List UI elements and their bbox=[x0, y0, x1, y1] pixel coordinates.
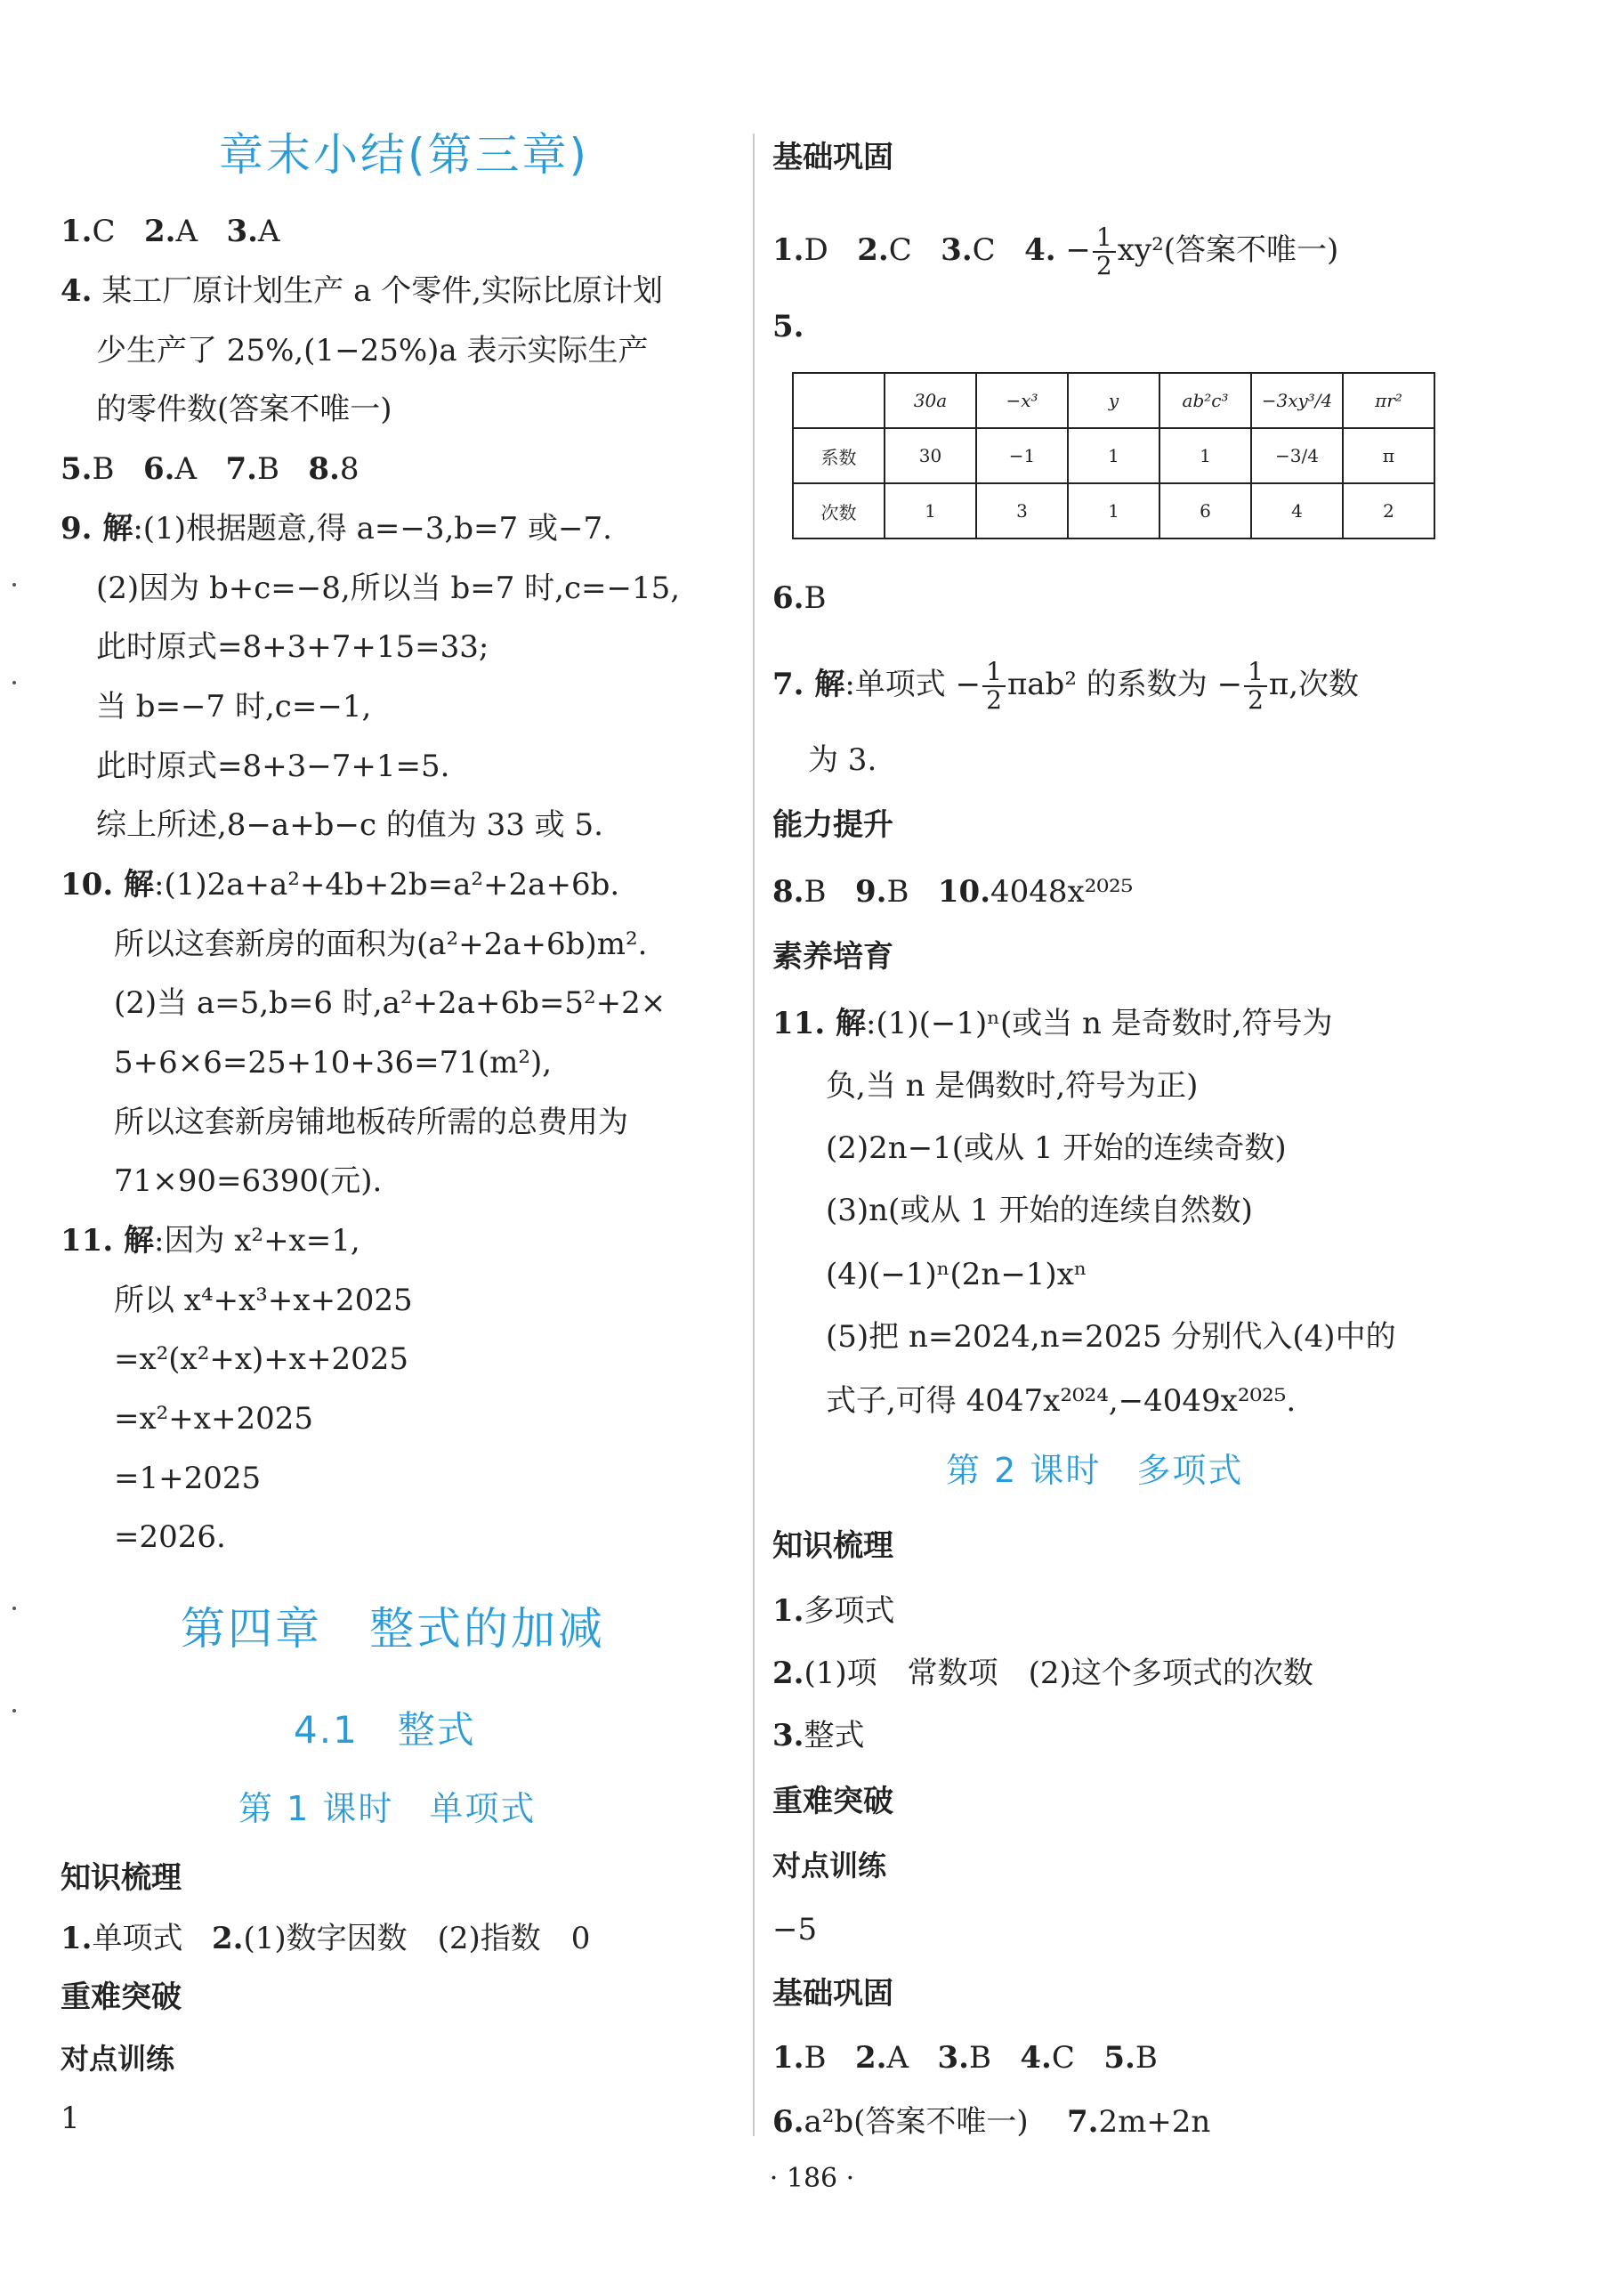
table-cell: π bbox=[1343, 428, 1434, 483]
answer-row bbox=[772, 1716, 865, 1755]
fraction bbox=[1093, 224, 1116, 279]
subheading-nengli: 能力提升 bbox=[772, 807, 893, 843]
q-num: 4. bbox=[61, 273, 93, 309]
scan-mark bbox=[12, 681, 16, 684]
answer: (1)数字因数 (2)指数 0 bbox=[243, 1921, 591, 1956]
q9-line: 当 b=−7 时,c=−1, bbox=[96, 689, 372, 725]
answer: A bbox=[175, 214, 198, 249]
numerator: 1 bbox=[1093, 224, 1116, 253]
chapter4-title: 第四章 整式的加减 bbox=[181, 1603, 605, 1655]
answer: A bbox=[174, 451, 197, 487]
answer-row bbox=[772, 1591, 895, 1631]
q-num: 9. bbox=[854, 874, 887, 910]
q-num: 1. bbox=[61, 1921, 93, 1956]
q-num: 1. bbox=[772, 2040, 804, 2076]
q-num: 4. bbox=[1020, 2040, 1052, 2076]
q11-line bbox=[772, 1004, 1333, 1043]
answer: B bbox=[804, 580, 827, 616]
answer: B bbox=[886, 874, 909, 910]
page-number: · 186 · bbox=[769, 2163, 855, 2194]
table-cell bbox=[976, 373, 1068, 428]
table-cell: 2 bbox=[1343, 483, 1434, 538]
answer: a²b(答案不唯一) bbox=[804, 2104, 1029, 2140]
q-num: 2. bbox=[143, 214, 176, 249]
answer-row bbox=[61, 449, 360, 489]
q7-line bbox=[772, 659, 1359, 714]
subheading-zhishi: 知识梳理 bbox=[772, 1528, 893, 1564]
table-cell: 6 bbox=[1159, 483, 1251, 538]
section-4-1-title: 4.1 整式 bbox=[294, 1708, 476, 1752]
q-num: 3. bbox=[772, 1718, 804, 1753]
table-header-row bbox=[793, 373, 1434, 428]
q4-text: 某工厂原计划生产 a 个零件,实际比原计划 bbox=[101, 273, 664, 309]
answer: A bbox=[886, 2040, 909, 2076]
q11-line: =x²(x²+x)+x+2025 bbox=[114, 1341, 408, 1377]
q-num: 5. bbox=[772, 309, 804, 344]
q9-line: 此时原式=8+3−7+1=5. bbox=[96, 749, 450, 784]
q4-line: 少生产了 25%,(1−25%)a 表示实际生产 bbox=[96, 333, 649, 368]
answer: xy²(答案不唯一) bbox=[1117, 232, 1339, 268]
answer-row bbox=[772, 872, 1133, 911]
duidian-answer: −5 bbox=[772, 1912, 818, 1947]
table-cell bbox=[1343, 373, 1434, 428]
q10-line: 所以这套新房铺地板砖所需的总费用为 bbox=[114, 1105, 628, 1140]
q-num: 6. bbox=[772, 2104, 804, 2140]
answer: C bbox=[1051, 2040, 1075, 2076]
answer: B bbox=[804, 2040, 827, 2076]
q-num: 5. bbox=[61, 451, 93, 487]
cell-text: πr² bbox=[1375, 390, 1402, 411]
q-num: 11. 解 bbox=[61, 1223, 154, 1259]
q4-line: 的零件数(答案不唯一) bbox=[96, 392, 392, 427]
numerator: 1 bbox=[982, 659, 1006, 687]
q11-line: =1+2025 bbox=[114, 1461, 262, 1496]
minus-sign: − bbox=[1065, 232, 1091, 268]
cell-text: y bbox=[1108, 390, 1119, 411]
q10-line: 所以这套新房的面积为(a²+2a+6b)m². bbox=[114, 927, 648, 962]
subheading-suyang: 素养培育 bbox=[772, 939, 893, 975]
table-cell: 1 bbox=[1068, 428, 1159, 483]
answer-row bbox=[772, 1654, 1313, 1693]
q11-line: =2026. bbox=[114, 1519, 226, 1555]
lesson1-title: 第 1 课时 单项式 bbox=[238, 1789, 537, 1828]
q-num: 6. bbox=[772, 580, 804, 616]
table-row bbox=[793, 483, 1434, 538]
q-num: 10. 解 bbox=[61, 867, 154, 903]
q9-line: 此时原式=8+3+7+15=33; bbox=[96, 629, 489, 665]
q4-line bbox=[61, 271, 663, 311]
q11-line: (3)n(或从 1 开始的连续自然数) bbox=[826, 1193, 1253, 1228]
numerator: 1 bbox=[1244, 659, 1267, 687]
q-num: 7. 解 bbox=[772, 667, 845, 702]
answer-row bbox=[772, 2102, 1210, 2141]
q-num: 3. bbox=[937, 2040, 969, 2076]
q-num: 2. bbox=[857, 232, 889, 268]
q10-line: 5+6×6=25+10+36=71(m²), bbox=[114, 1045, 553, 1081]
q11-line: (5)把 n=2024,n=2025 分别代入(4)中的 bbox=[826, 1319, 1396, 1355]
table-cell: 4 bbox=[1251, 483, 1343, 538]
q-num: 1. bbox=[61, 214, 93, 249]
answer: B bbox=[1135, 2040, 1158, 2076]
q-num: 2. bbox=[211, 1921, 244, 1956]
table-row bbox=[793, 428, 1434, 483]
q5-label bbox=[772, 307, 804, 346]
q-num: 11. 解 bbox=[772, 1006, 866, 1041]
chapter3-summary-title: 章末小结(第三章) bbox=[219, 129, 590, 181]
q-num: 9. 解 bbox=[61, 511, 133, 546]
q10-line: 71×90=6390(元). bbox=[114, 1163, 383, 1199]
q11-text: :因为 x²+x=1, bbox=[154, 1223, 360, 1259]
q7-text: πab² 的系数为 − bbox=[1006, 667, 1243, 702]
q9-line: 综上所述,8−a+b−c 的值为 33 或 5. bbox=[96, 807, 603, 843]
subheading-jichu: 基础巩固 bbox=[772, 140, 893, 175]
table-cell: 30 bbox=[885, 428, 976, 483]
q-num: 7. bbox=[1066, 2104, 1099, 2140]
q-num: 10. bbox=[937, 874, 991, 910]
subheading-zhishi: 知识梳理 bbox=[61, 1860, 182, 1896]
duidian-answer: 1 bbox=[61, 2101, 80, 2136]
answer-row bbox=[61, 1919, 590, 1958]
answer: (1)项 常数项 (2)这个多项式的次数 bbox=[804, 1656, 1313, 1691]
q10-line: (2)当 a=5,b=6 时,a²+2a+6b=5²+2× bbox=[114, 985, 667, 1021]
table-cell bbox=[793, 373, 885, 428]
answer: A bbox=[257, 214, 280, 249]
answer: 多项式 bbox=[804, 1593, 895, 1629]
q-num: 3. bbox=[226, 214, 258, 249]
q-num: 8. bbox=[772, 874, 804, 910]
q7-line: 为 3. bbox=[808, 742, 877, 778]
answer-row bbox=[61, 212, 280, 251]
answer: B bbox=[968, 2040, 991, 2076]
q11-line bbox=[61, 1221, 360, 1260]
q-num: 4. bbox=[1024, 232, 1056, 268]
table-cell bbox=[1251, 373, 1343, 428]
q-num: 5. bbox=[1103, 2040, 1135, 2076]
q9-line: (2)因为 b+c=−8,所以当 b=7 时,c=−15, bbox=[96, 571, 681, 606]
scan-mark bbox=[12, 1709, 16, 1712]
answer: 整式 bbox=[804, 1718, 865, 1753]
answer-row bbox=[772, 224, 1338, 279]
subheading-zhongnan: 重难突破 bbox=[772, 1784, 893, 1819]
answer-row bbox=[772, 579, 827, 618]
answer: 2m+2n bbox=[1098, 2104, 1211, 2140]
scan-mark bbox=[12, 1607, 16, 1610]
answer: 单项式 bbox=[92, 1921, 183, 1956]
table-cell bbox=[1068, 373, 1159, 428]
q-num: 3. bbox=[941, 232, 973, 268]
table-cell: 1 bbox=[1159, 428, 1251, 483]
cell-text: ab²c³ bbox=[1182, 390, 1229, 411]
q-num: 2. bbox=[772, 1656, 804, 1691]
cell-text: −x³ bbox=[1006, 390, 1038, 411]
table-cell bbox=[1159, 373, 1251, 428]
answer: 8 bbox=[339, 451, 360, 487]
denominator: 2 bbox=[1248, 685, 1264, 715]
subheading-duidian: 对点训练 bbox=[772, 1849, 887, 1882]
q-num: 1. bbox=[772, 1593, 804, 1629]
q11-line: (4)(−1)ⁿ(2n−1)xⁿ bbox=[826, 1257, 1087, 1292]
q-num: 7. bbox=[225, 451, 257, 487]
answer: D bbox=[804, 232, 828, 268]
denominator: 2 bbox=[1095, 251, 1112, 280]
answer: B bbox=[92, 451, 115, 487]
subheading-zhongnan: 重难突破 bbox=[61, 1979, 182, 2015]
answer: C bbox=[888, 232, 912, 268]
cell-text: −3xy³/4 bbox=[1261, 390, 1333, 411]
answer: B bbox=[256, 451, 279, 487]
subheading-jichu: 基础巩固 bbox=[772, 1976, 893, 2012]
answer-row bbox=[772, 2038, 1158, 2077]
table-cell: 1 bbox=[885, 483, 976, 538]
q10-line bbox=[61, 865, 619, 904]
table-cell: −1 bbox=[976, 428, 1068, 483]
fraction bbox=[1244, 659, 1267, 714]
q9-text: :(1)根据题意,得 a=−3,b=7 或−7. bbox=[133, 511, 612, 546]
answer: 4048x²⁰²⁵ bbox=[990, 874, 1134, 910]
table-cell: 1 bbox=[1068, 483, 1159, 538]
q11-line: =x²+x+2025 bbox=[114, 1401, 313, 1437]
q11-text: :(1)(−1)ⁿ(或当 n 是奇数时,符号为 bbox=[866, 1006, 1333, 1041]
q7-text: π,次数 bbox=[1268, 667, 1360, 702]
answer: C bbox=[92, 214, 116, 249]
q9-line bbox=[61, 509, 612, 548]
cell-text: 30a bbox=[913, 390, 948, 411]
answer: C bbox=[972, 232, 996, 268]
q11-line: 负,当 n 是偶数时,符号为正) bbox=[826, 1068, 1199, 1104]
column-divider bbox=[753, 134, 755, 2136]
lesson2-title: 第 2 课时 多项式 bbox=[946, 1451, 1244, 1490]
q10-text: :(1)2a+a²+4b+2b=a²+2a+6b. bbox=[154, 867, 620, 903]
table-cell: −3/4 bbox=[1251, 428, 1343, 483]
q-num: 8. bbox=[308, 451, 340, 487]
table-cell bbox=[885, 373, 976, 428]
q11-line: 式子,可得 4047x²⁰²⁴,−4049x²⁰²⁵. bbox=[826, 1383, 1297, 1419]
q11-line: (2)2n−1(或从 1 开始的连续奇数) bbox=[826, 1130, 1287, 1166]
scan-mark bbox=[12, 583, 16, 587]
q7-text: :单项式 − bbox=[844, 667, 982, 702]
fraction bbox=[982, 659, 1006, 714]
q-num: 2. bbox=[854, 2040, 887, 2076]
denominator: 2 bbox=[986, 685, 1002, 715]
table-cell: 系数 bbox=[793, 428, 885, 483]
table-cell: 次数 bbox=[793, 483, 885, 538]
q-num: 1. bbox=[772, 232, 804, 268]
subheading-duidian: 对点训练 bbox=[61, 2042, 175, 2076]
q11-line: 所以 x⁴+x³+x+2025 bbox=[114, 1283, 413, 1318]
coefficient-table bbox=[792, 372, 1435, 539]
answer: B bbox=[804, 874, 827, 910]
q-num: 6. bbox=[142, 451, 175, 487]
table-cell: 3 bbox=[976, 483, 1068, 538]
